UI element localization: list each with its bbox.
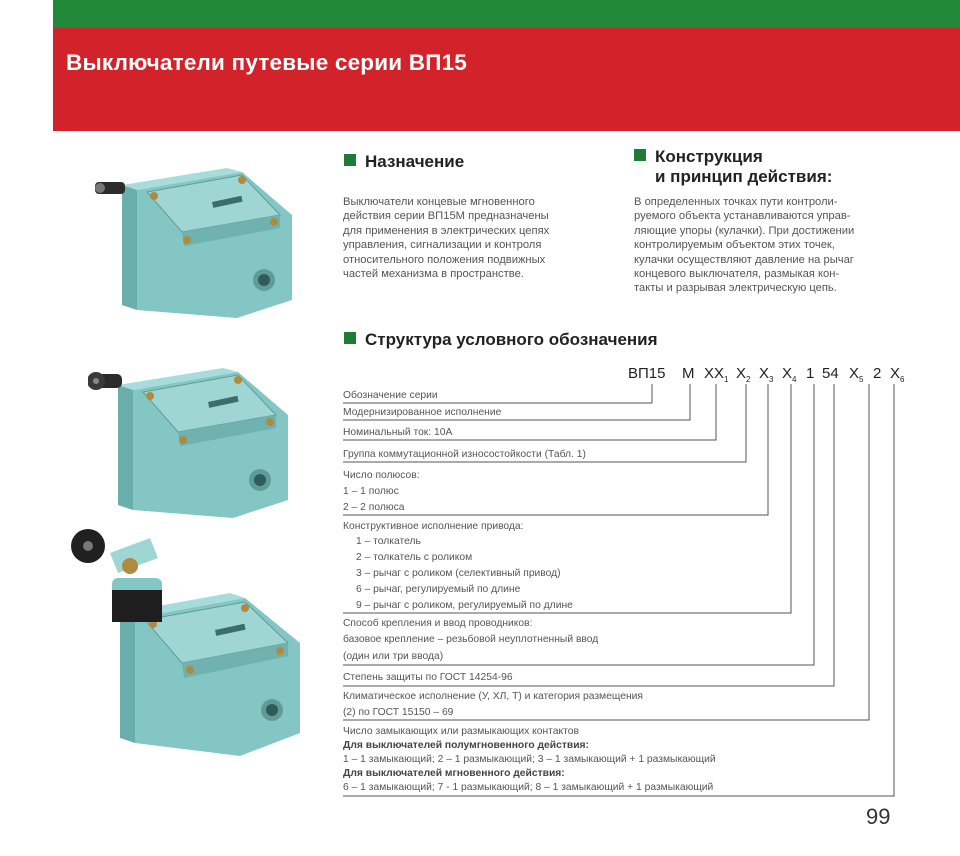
label-mounting: Способ крепления и ввод проводников:	[343, 618, 533, 629]
purpose-text: Выключатели концевые мгновенного действия серии ВП15М предназначены для применения в электрических цепях управления, сигнализации и контроля относительного положения подвижных частей механизма в пространстве.	[343, 196, 550, 281]
construction-heading: Конструкция и принцип действия:	[634, 147, 832, 187]
label-poles: Число полюсов:	[343, 470, 420, 481]
construction-text: В определенных точках пути контроли- руемого объекта устанавливаются управ- ляющие упоры (кулачки). При достижении контролируемым объектом этих точек, кулачки осуществляют давление на рычаг концевого выключателя, размыкая кон- такты и разрывая электрическую цепь.	[634, 196, 855, 295]
label-actuator-6: 6 – рычаг, регулируемый по длине	[356, 584, 521, 595]
label-contacts: Число замыкающих или размыкающих контактов	[343, 726, 579, 737]
label-climatic: Климатическое исполнение (У, ХЛ, Т) и категория размещения	[343, 691, 643, 702]
label-series: Обозначение серии	[343, 390, 438, 401]
label-mounting-base: базовое крепление – резьбовой неуплотненный ввод	[343, 634, 599, 645]
label-mounting-inputs: (один или три ввода)	[343, 651, 444, 662]
label-actuator-1: 1 – толкатель	[356, 536, 421, 547]
page-number: 99	[866, 804, 891, 829]
label-wear-group: Группа коммутационной износостойкости (Табл. 1)	[343, 449, 586, 460]
label-semi-instant-options: 1 – 1 замыкающий; 2 – 1 размыкающий; 3 – 1 замыкающий + 1 размыкающий	[343, 754, 716, 765]
label-current: Номинальный ток: 10А	[343, 427, 453, 438]
label-actuator-9: 9 – рычаг с роликом, регулируемый по длине	[356, 600, 573, 611]
label-actuator-3: 3 – рычаг с роликом (селективный привод)	[356, 568, 561, 579]
structure-heading: Структура условного обозначения	[344, 330, 658, 350]
label-semi-instant: Для выключателей полумгновенного действия:	[343, 740, 589, 751]
label-climatic-gost: (2) по ГОСТ 15150 – 69	[343, 707, 454, 718]
label-actuator: Конструктивное исполнение привода:	[343, 521, 524, 532]
label-poles-2: 2 – 2 полюса	[343, 502, 405, 513]
label-instant: Для выключателей мгновенного действия:	[343, 768, 565, 779]
label-protection: Степень защиты по ГОСТ 14254-96	[343, 672, 513, 683]
label-instant-options: 6 – 1 замыкающий; 7 - 1 размыкающий; 8 – 1 замыкающий + 1 размыкающий	[343, 782, 714, 793]
purpose-heading: Назначение	[344, 152, 464, 172]
label-actuator-2: 2 – толкатель с роликом	[356, 552, 473, 563]
page-title: Выключатели путевые серии ВП15	[66, 50, 467, 75]
label-poles-1: 1 – 1 полюс	[343, 486, 399, 497]
label-modernized: Модернизированное исполнение	[343, 407, 502, 418]
